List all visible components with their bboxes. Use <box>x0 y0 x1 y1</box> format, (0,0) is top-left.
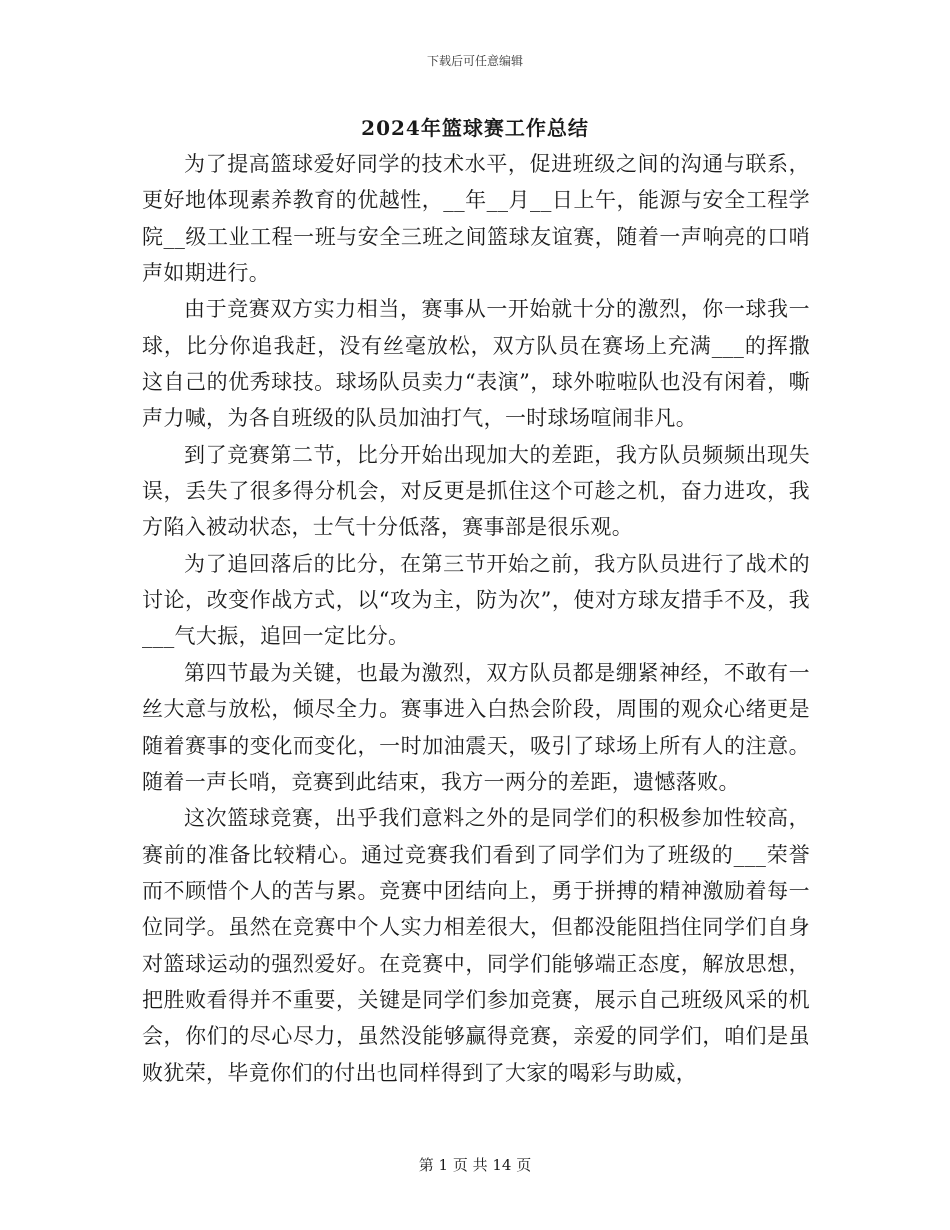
paragraph-4: 为了追回落后的比分，在第三节开始之前，我方队员进行了战术的讨论，改变作战方式，以“攻为主，防为次”，使对方球友措手不及，我___气大振，追回一定比分。 <box>142 551 810 649</box>
page-number-footer: 第 1 页 共 14 页 <box>418 1156 532 1174</box>
paragraph-1: 为了提高篮球爱好同学的技术水平，促进班级之间的沟通与联系，更好地体现素养教育的优越性，__年__月__日上午，能源与安全工程学院__级工业工程一班与安全三班之间篮球友谊赛，随着一声响亮的口哨声如期进行。 <box>142 152 810 286</box>
document-title: 2024年篮球赛工作总结 <box>361 116 589 140</box>
paragraph-2: 由于竞赛双方实力相当，赛事从一开始就十分的激烈，你一球我一球，比分你追我赶，没有丝毫放松，双方队员在赛场上充满___的挥撒这自己的优秀球技。球场队员卖力“表演”，球外啦啦队也没有闲着，嘶声力喊，为各自班级的队员加油打气，一时球场喧闹非凡。 <box>142 297 810 431</box>
paragraph-3: 到了竞赛第二节，比分开始出现加大的差距，我方队员频频出现失误，丢失了很多得分机会，对反更是抓住这个可趁之机，奋力进攻，我方陷入被动状态，士气十分低落，赛事部是很乐观。 <box>142 442 810 540</box>
document-body <box>142 146 810 1091</box>
paragraph-5: 第四节最为关键，也最为激烈，双方队员都是绷紧神经，不敢有一丝大意与放松，倾尽全力。赛事进入白热会阶段，周围的观众心绪更是随着赛事的变化而变化，一时加油震天，吸引了球场上所有人的注意。随着一声长哨，竞赛到此结束，我方一两分的差距，遗憾落败。 <box>142 660 810 794</box>
page-header-note: 下载后可任意编辑 <box>426 54 523 68</box>
paragraph-6: 这次篮球竞赛，出乎我们意料之外的是同学们的积极参加性较高，赛前的准备比较精心。通过竞赛我们看到了同学们为了班级的___荣誉而不顾惜个人的苦与累。竞赛中团结向上，勇于拼搏的精神激励着每一位同学。虽然在竞赛中个人实力相差很大，但都没能阻挡住同学们自身对篮球运动的强烈爱好。在竞赛中，同学们能够端正态度，解放思想，把胜败看得并不重要，关键是同学们参加竞赛，展示自己班级风采的机会，你们的尽心尽力，虽然没能够赢得竞赛，亲爱的同学们，咱们是虽败犹荣，毕竟你们的付出也同样得到了大家的喝彩与助威， <box>142 806 810 1085</box>
